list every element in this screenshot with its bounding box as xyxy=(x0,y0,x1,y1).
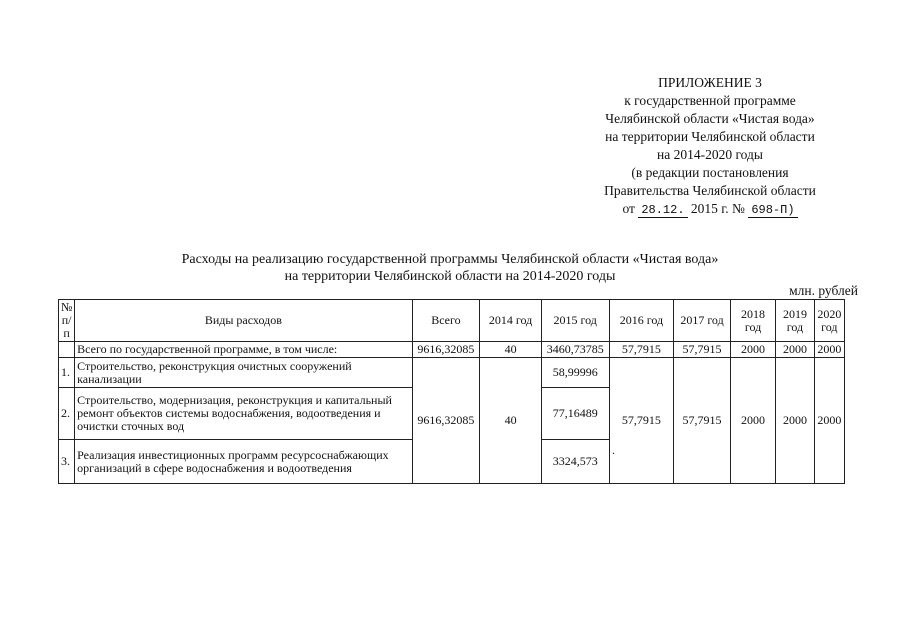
row-num: 1. xyxy=(59,358,75,388)
row-num: 3. xyxy=(59,440,75,484)
total-sum: 9616,32085 xyxy=(412,342,480,358)
expenses-table xyxy=(58,299,845,484)
total-2018: 2000 xyxy=(730,342,775,358)
header-total: Всего xyxy=(412,300,480,342)
header-2017: 2017 год xyxy=(674,300,731,342)
row-2015: 3324,573 xyxy=(541,440,609,484)
table-total-row xyxy=(59,342,845,358)
total-label: Всего по государственной программе, в том числе: xyxy=(75,342,412,358)
appendix-block xyxy=(560,74,860,219)
units-label: млн. рублей xyxy=(789,283,858,298)
title-line-1: Расходы на реализацию государственной программы Челябинской области «Чистая вода» xyxy=(181,252,719,267)
total-2020: 2000 xyxy=(814,342,844,358)
merged-2014: 40 xyxy=(480,358,542,484)
total-2015: 3460,73785 xyxy=(541,342,609,358)
appendix-title: ПРИЛОЖЕНИЕ 3 xyxy=(658,75,762,90)
document-title xyxy=(100,251,800,285)
header-2018: 2018 год xyxy=(730,300,775,342)
header-2015: 2015 год xyxy=(541,300,609,342)
appendix-line: (в редакции постановления xyxy=(631,165,789,180)
header-num: № п/п xyxy=(59,300,75,342)
header-kind: Виды расходов xyxy=(75,300,412,342)
merged-2016: 57,7915 xyxy=(609,358,674,484)
appendix-line: Правительства Челябинской области xyxy=(604,183,816,198)
date-year: 2015 г. № xyxy=(690,201,745,216)
row-name: Строительство, реконструкция очистных сооружений канализации xyxy=(75,358,412,388)
row-2015: 58,99996 xyxy=(541,358,609,388)
header-2014: 2014 год xyxy=(480,300,542,342)
merged-2020: 2000 xyxy=(814,358,844,484)
total-2014: 40 xyxy=(480,342,542,358)
row-name: Строительство, модернизация, реконструкция и капитальный ремонт объектов системы водоснабжения, водоотведения и очистки сточных вод xyxy=(75,388,412,440)
header-2020: 2020 год xyxy=(814,300,844,342)
merged-2017: 57,7915 xyxy=(674,358,731,484)
total-num-cell xyxy=(59,342,75,358)
row-name: Реализация инвестиционных программ ресурсоснабжающих организаций в сфере водоснабжения и водоотведения xyxy=(75,440,412,484)
merged-total: 9616,32085 xyxy=(412,358,480,484)
row-2015: 77,16489 xyxy=(541,388,609,440)
merged-2018: 2000 xyxy=(730,358,775,484)
header-2016: 2016 год xyxy=(609,300,674,342)
total-2019: 2000 xyxy=(776,342,814,358)
total-2016: 57,7915 xyxy=(609,342,674,358)
header-2019: 2019 год xyxy=(776,300,814,342)
resolution-number-handwritten: 698-П) xyxy=(748,203,797,218)
merged-2019: 2000 xyxy=(776,358,814,484)
appendix-line: Челябинской области «Чистая вода» xyxy=(605,111,815,126)
date-day-handwritten: 28.12. xyxy=(638,203,687,218)
appendix-line: на 2014-2020 годы xyxy=(657,147,763,162)
stray-mark: . xyxy=(612,443,615,457)
resolution-date-line xyxy=(560,200,860,219)
appendix-line: к государственной программе xyxy=(624,93,796,108)
table-row xyxy=(59,358,845,388)
row-num: 2. xyxy=(59,388,75,440)
total-2017: 57,7915 xyxy=(674,342,731,358)
date-prefix: от xyxy=(622,201,635,216)
title-line-2: на территории Челябинской области на 2014-2020 годы xyxy=(284,269,616,284)
table-header-row xyxy=(59,300,845,342)
appendix-line: на территории Челябинской области xyxy=(605,129,815,144)
